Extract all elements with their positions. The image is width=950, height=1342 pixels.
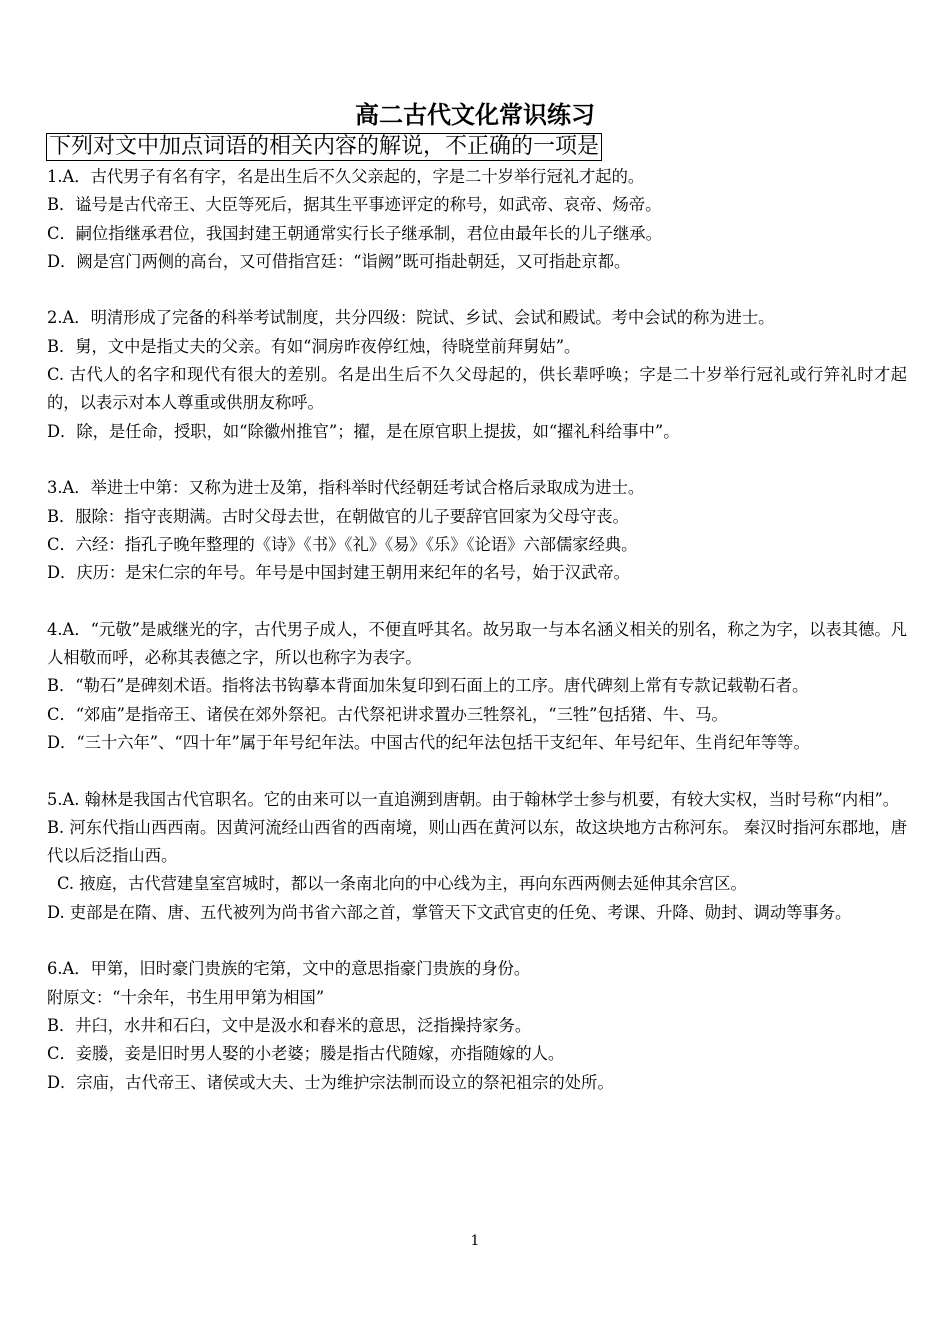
q1-line-c: C．嗣位指继承君位，我国封建王朝通常实行长子继承制，君位由最年长的儿子继承。 (47, 223, 662, 243)
q5-line-b: B. 河东代指山西西南。因黄河流经山西省的西南境，则山西在黄河以东，故这块地方古称河东。 秦汉时指河东郡地，唐代以后泛指山西。 (47, 817, 907, 866)
q1-line-b: B．谥号是古代帝王、大臣等死后，据其生平事迹评定的称号，如武帝、哀帝、炀帝。 (47, 195, 662, 215)
q4-line-a: 4.A．“元敬”是戚继光的字，古代男子成人，不便直呼其名。故另取一与本名涵义相关的别名，称之为字，以表其德。凡人相敬而呼，必称其表德之字，所以也称字为表字。 (47, 619, 907, 668)
page-title: 高二古代文化常识练习 (355, 100, 595, 129)
q5-line-c: C. 掖庭，古代营建皇室宫城时，都以一条南北向的中心线为主，再向东西两侧去延伸其余宫区。 (57, 874, 747, 894)
spacer (47, 276, 907, 304)
spacer (47, 587, 907, 615)
spacer (47, 927, 907, 955)
page-number: 1 (470, 1233, 480, 1249)
q1-line-d: D．阙是宫门两侧的高台，又可借指宫廷：“诣阙”既可指赴朝廷，又可指赴京都。 (47, 251, 631, 271)
questions-body (47, 163, 907, 1097)
q6-original-text: 附原文：“十余年，书生用甲第为相国” (47, 987, 325, 1007)
spacer (47, 757, 907, 785)
q4-line-d: D．“三十六年”、“四十年”属于年号纪年法。中国古代的纪年法包括干支纪年、年号纪年、生肖纪年等等。 (47, 732, 810, 752)
q4-line-c: C．“郊庙”是指帝王、诸侯在郊外祭祀。古代祭祀讲求置办三牲祭礼，“三牲”包括猪、牛、马。 (47, 704, 728, 724)
q6-line-a: 6.A．甲第，旧时豪门贵族的宅第，文中的意思指豪门贵族的身份。 (47, 959, 531, 979)
q6-line-c: C．妾媵，妾是旧时男人娶的小老婆；媵是指古代随嫁，亦指随嫁的人。 (47, 1044, 565, 1064)
q6-line-d: D．宗庙，古代帝王、诸侯或大夫、士为维护宗法制而设立的祭祀祖宗的处所。 (47, 1072, 614, 1092)
q2-line-c: C. 古代人的名字和现代有很大的差别。名是出生后不久父母起的，供长辈呼唤；字是二十岁举行冠礼或行笄礼时才起的，以表示对本人尊重或供朋友称呼。 (47, 365, 907, 413)
q3-line-a: 3.A．举进士中第：又称为进士及第，指科举时代经朝廷考试合格后录取成为进士。 (47, 478, 645, 498)
q1-line-a: 1.A．古代男子有名有字，名是出生后不久父亲起的，字是二十岁举行冠礼才起的。 (47, 167, 645, 186)
q5-line-a: 5.A. 翰林是我国古代官职名。它的由来可以一直追溯到唐朝。由于翰林学士参与机要，有较大实权，当时号称“内相”。 (47, 789, 900, 809)
q4-line-b: B．“勒石”是碑刻术语。指将法书钩摹本背面加朱复印到石面上的工序。唐代碑刻上常有专款记载勒石者。 (47, 676, 809, 696)
q2-line-b: B．舅，文中是指丈夫的父亲。有如“洞房昨夜停红烛，待晓堂前拜舅姑”。 (47, 336, 581, 356)
q6-line-b: B．井臼，水井和石臼，文中是汲水和舂米的意思，泛指操持家务。 (47, 1015, 532, 1035)
q3-line-c: C．六经：指孔子晚年整理的《诗》《书》《礼》《易》《乐》《论语》六部儒家经典。 (47, 534, 638, 554)
q3-line-d: D．庆历：是宋仁宗的年号。年号是中国封建王朝用来纪年的名号，始于汉武帝。 (47, 563, 630, 583)
q5-line-d: D. 吏部是在隋、唐、五代被列为尚书省六部之首，掌管天下文武官吏的任免、考课、升降、勋封、调动等事务。 (47, 902, 852, 922)
spacer (47, 446, 907, 474)
q2-line-d: D．除，是任命，授职，如“除徽州推官”；擢，是在原官职上提拔，如“擢礼科给事中”。 (47, 421, 680, 441)
q2-line-a: 2.A．明清形成了完备的科举考试制度，共分四级：院试、乡试、会试和殿试。考中会试的称为进士。 (47, 308, 775, 328)
q3-line-b: B．服除：指守丧期满。古时父母去世，在朝做官的儿子要辞官回家为父母守丧。 (47, 506, 629, 526)
instruction-box: 下列对文中加点词语的相关内容的解说，不正确的一项是 (46, 133, 602, 161)
